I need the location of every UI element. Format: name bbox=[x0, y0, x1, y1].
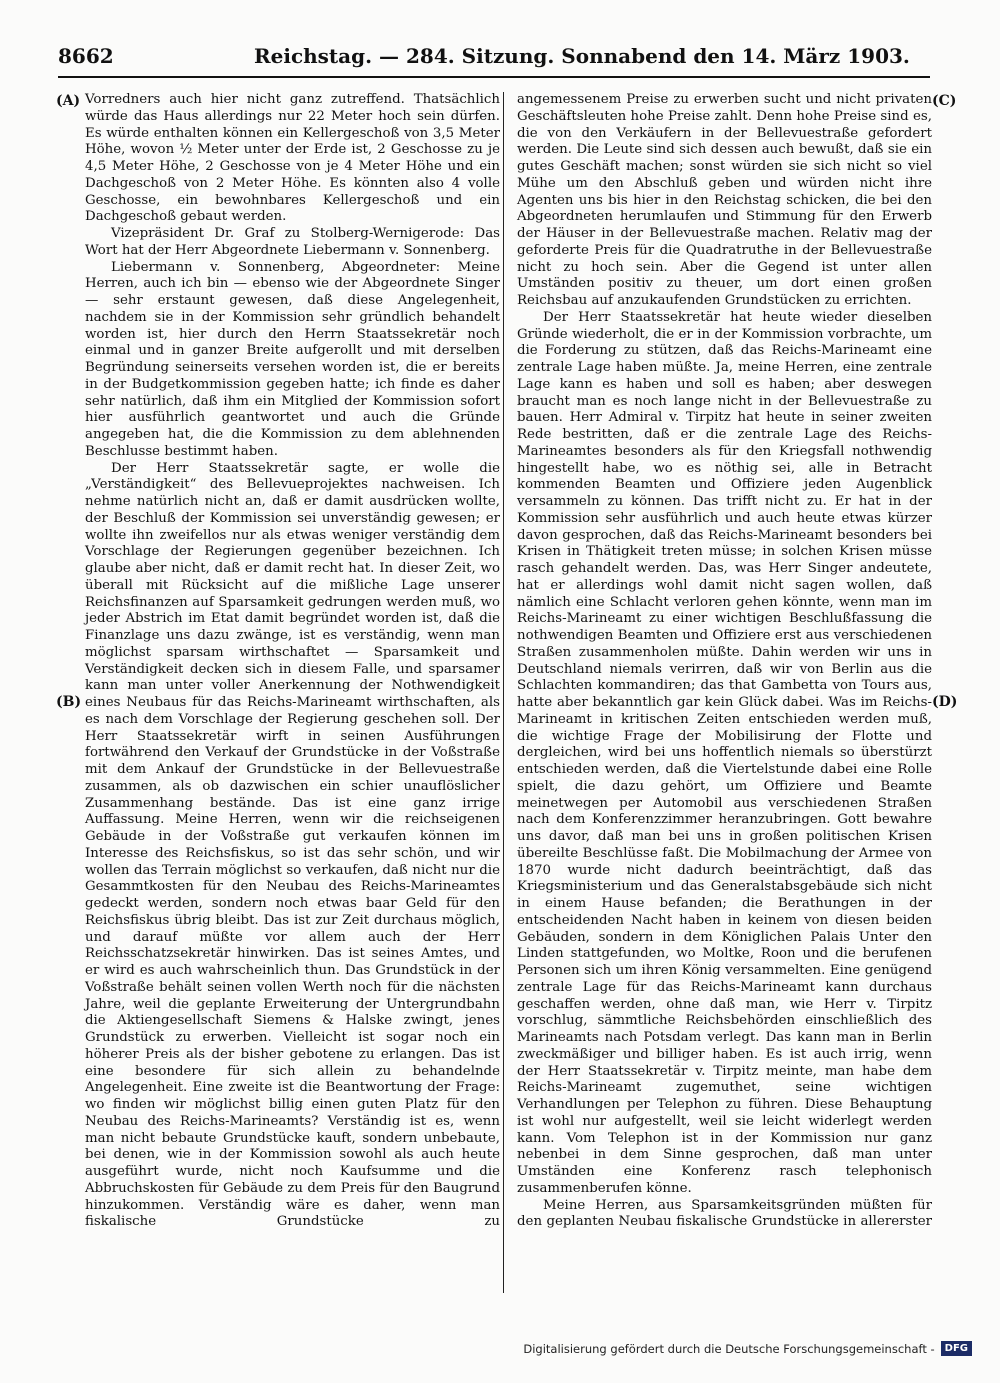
right-column bbox=[517, 92, 932, 1231]
paragraph: Vizepräsident Dr. Graf zu Stolberg-Wernigerode: Das Wort hat der Herr Abgeordnete Liebermann v. Sonnenberg. bbox=[85, 226, 500, 258]
paragraph: angemessenem Preise zu erwerben sucht und nicht privaten Geschäftsleuten hohe Preise zahlt. Denn hohe Preise sind es, die von den Verkäufern in der Bellevuestraße gefordert werden. Die Leute sind sich dessen auch bewußt, daß sie ein gutes Geschäft machen; sonst würden sie sich nicht so viel Mühe um den Abschluß geben und würden nicht ihre Agenten uns bis hier in den Reichstag schicken, die bei den Abgeordneten herumlaufen und Stimmung für den Erwerb der Häuser in der Bellevuestraße machen. Relativ mag der geforderte Preis für die Quadratruthe in der Bellevuestraße nicht zu hoch sein. Aber die Gegend ist unter allen Umständen positiv zu theuer, um dort einen großen Reichsbau auf anzukaufenden Grundstücken zu errichten. bbox=[517, 92, 932, 308]
paragraph: Liebermann v. Sonnenberg, Abgeordneter: Meine Herren, auch ich bin — ebenso wie der Abgeordnete Singer — sehr erstaunt gewesen, daß diese Angelegenheit, nachdem sie in der Kommission sehr gründlich behandelt worden ist, hier durch den Herrn Staatssekretär noch einmal und in ganzer Breite aufgerollt und mit derselben Begründung seinerseits versehen worden ist, die er bereits in der Budgetkommission gegeben hatte; ich finde es daher sehr natürlich, daß ihm ein Mitglied der Kommission sofort hier ausführlich geantwortet und auch die Gründe angegeben hat, die die Kommission zu dem ablehnenden Beschlusse bestimmt haben. bbox=[85, 259, 500, 459]
digitization-credit bbox=[523, 1341, 972, 1356]
dfg-logo: DFG bbox=[941, 1341, 972, 1356]
margin-mark-c: (C) bbox=[932, 93, 957, 109]
page-header bbox=[58, 42, 930, 78]
paragraph: Meine Herren, aus Sparsamkeitsgründen müßten für den geplanten Neubau fiskalische Grundstücke in allererster bbox=[517, 1197, 932, 1230]
margin-mark-b: (B) bbox=[56, 694, 82, 710]
column-divider bbox=[503, 92, 504, 1293]
paragraph: Der Herr Staatssekretär sagte, er wolle die „Verständigkeit“ des Bellevueprojektes nachweisen. Ich nehme natürlich nicht an, daß er damit ausdrücken wollte, der Beschluß der Kommission sei unverständig gewesen; er wollte ihn zweifellos nur als etwas weniger verständig dem Vorschlage der Regierungen gegenüber bezeichnen. Ich glaube aber nicht, daß er damit recht hat. In dieser Zeit, wo überall mit Rücksicht auf die mißliche Lage unserer Reichsfinanzen auf Sparsamkeit gedrungen werden muß, wo jeder Abstrich im Etat damit begründet worden ist, daß die Finanzlage uns dazu zwänge, ist es verständig, wenn man möglichst sparsam wirthschaftet — Sparsamkeit und Verständigkeit decken sich in diesem Falle, und sparsamer kann man unter voller Anerkennung der Nothwendigkeit eines Neubaus für das Reichs-Marineamt wirthschaften, als es nach dem Vorschlage der Regierung geschehen soll. Der Herr Staatssekretär wirft in seinen Ausführungen fortwährend den Verkauf der Grundstücke in der Voßstraße mit dem Ankauf der Grundstücke in der Bellevuestraße zusammen, als ob dazwischen ein schier unauflöslicher Zusammenhang bestände. Das ist eine ganz irrige Auffassung. Meine Herren, wenn wir die reichseigenen Gebäude in der Voßstraße gut verkaufen können im Interesse des Reichsfiskus, so ist das sehr schön, und wir wollen das Terrain möglichst so verkaufen, daß nicht nur die Gesammtkosten für den Neubau des Reichs-Marineamtes gedeckt werden, sondern noch etwas baar Geld für den Reichsfiskus übrig bleibt. Das ist zur Zeit durchaus möglich, und darauf müßte vor allem auch der Herr Reichsschatzsekretär hinwirken. Das ist seines Amtes, und er wird es auch wahrscheinlich thun. Das Grundstück in der Voßstraße behält seinen vollen Werth noch für die nächsten Jahre, weil die geplante Erweiterung der Untergrundbahn die Aktiengesellschaft Siemens & Halske zwingt, jenes Grundstück zu erwerben. Vielleicht ist sogar noch ein höherer Preis als der bisher gebotene zu erlangen. Das ist eine besondere für sich allein zu behandelnde Angelegenheit. Eine zweite ist die Beantwortung der Frage: wo finden wir möglichst billig einen guten Platz für den Neubau des Reichs-Marineamts? Verständig ist es, wenn man nicht bebaute Grundstücke kauft, sondern unbebaute, bei denen, wie in der Kommission sowohl als auch heute ausgeführt wurde, nicht noch Kaufsumme und die Abbruchskosten für Gebäude zu dem Preis für den Baugrund hinzukommen. Verständig wäre es daher, wenn man fiskalische Grundstücke zu bbox=[85, 460, 500, 1230]
margin-mark-a: (A) bbox=[56, 93, 81, 109]
paragraph: Vorredners auch hier nicht ganz zutreffend. Thatsächlich würde das Haus allerdings nur 22 Meter hoch sein dürfen. Es würde enthalten können ein Kellergeschoß von 3,5 Meter Höhe, wovon ½ Meter unter der Erde ist, 2 Geschosse zu je 4,5 Meter Höhe, 2 Geschosse von je 4 Meter Höhe und ein Dachgeschoß von 2 Meter Höhe. Es könnten also 4 volle Geschosse, ein bewohnbares Kellergeschoß und ein Dachgeschoß gebaut werden. bbox=[85, 92, 500, 225]
page-title: Reichstag. — 284. Sitzung. Sonnabend den 14. März 1903. bbox=[254, 44, 910, 68]
left-column bbox=[85, 92, 500, 1231]
credit-text: Digitalisierung gefördert durch die Deutsche Forschungsgemeinschaft - bbox=[523, 1341, 935, 1356]
margin-mark-d: (D) bbox=[932, 694, 958, 710]
page-number: 8662 bbox=[58, 44, 114, 68]
paragraph: Der Herr Staatssekretär hat heute wieder dieselben Gründe wiederholt, die er in der Kommission vorbrachte, um die Forderung zu stützen, daß das Reichs-Marineamt eine zentrale Lage haben müßte. Ja, meine Herren, eine zentrale Lage kann es haben und soll es haben; aber deswegen braucht man es noch lange nicht in der Bellevuestraße zu bauen. Herr Admiral v. Tirpitz hat heute in seiner zweiten Rede bestritten, daß er die zentrale Lage des Reichs-Marineamtes besonders als für den Kriegsfall nothwendig hingestellt habe, wo es nöthig sei, alle in Betracht kommenden Beamten und Offiziere jeden Augenblick versammeln zu können. Das trifft nicht zu. Er hat in der Kommission sehr ausführlich und auch heute etwas kürzer davon gesprochen, daß das Reichs-Marineamt besonders bei Krisen in Thätigkeit treten müsse; in solchen Krisen müsse rasch gehandelt werden. Das, was Herr Singer andeutete, hat er allerdings wohl damit nicht sagen wollen, daß nämlich eine Schlacht verloren gehen könnte, wenn man im Reichs-Marineamt zu einer wichtigen Beschlußfassung die nothwendigen Beamten und Offiziere erst aus verschiedenen Straßen zusammenholen müßte. Dahin werden wir uns in Deutschland niemals verirren, daß wir von Berlin aus die Schlachten kommandiren; das that Gambetta von Tours aus, hatte aber bekanntlich gar kein Glück dabei. Was im Reichs-Marineamt in kritischen Zeiten entschieden werden muß, die wichtige Frage der Mobilisirung der Flotte und dergleichen, wird bei uns hoffentlich niemals so überstürzt entschieden werden, daß die Viertelstunde dabei eine Rolle spielt, die dazu gehört, um Offiziere und Beamte meinetwegen per Automobil aus verschiedenen Straßen nach dem Konferenzzimmer heranzubringen. Gott bewahre uns davor, daß man bei uns in großen politischen Krisen übereilte Beschlüsse faßt. Die Mobilmachung der Armee von 1870 wurde nicht dadurch beeinträchtigt, daß das Kriegsministerium und das Generalstabsgebäude sich nicht in einem Hause befanden; die Berathungen in der entscheidenden Nacht haben in keinem von diesen beiden Gebäuden, sondern in dem Königlichen Palais Unter den Linden stattgefunden, wo Moltke, Roon und die berufenen Personen sich um ihren König versammelten. Eine genügend zentrale Lage für das Reichs-Marineamt kann durchaus geschaffen werden, ohne daß man, wie Herr v. Tirpitz vorschlug, sämmtliche Reichsbehörden einschließlich des Marineamts nach Potsdam verlegt. Das kann man in Berlin zweckmäßiger und billiger haben. Es ist auch irrig, wenn der Herr Staatssekretär v. Tirpitz meinte, man habe dem Reichs-Marineamt zugemuthet, seine wichtigen Verhandlungen per Telephon zu führen. Diese Behauptung ist wohl nur aufgestellt, weil sie leicht widerlegt werden kann. Vom Telephon ist in der Kommission nur ganz nebenbei in dem Sinne gesprochen, daß man unter Umständen eine Konferenz rasch telephonisch zusammenberufen könne. bbox=[517, 309, 932, 1196]
